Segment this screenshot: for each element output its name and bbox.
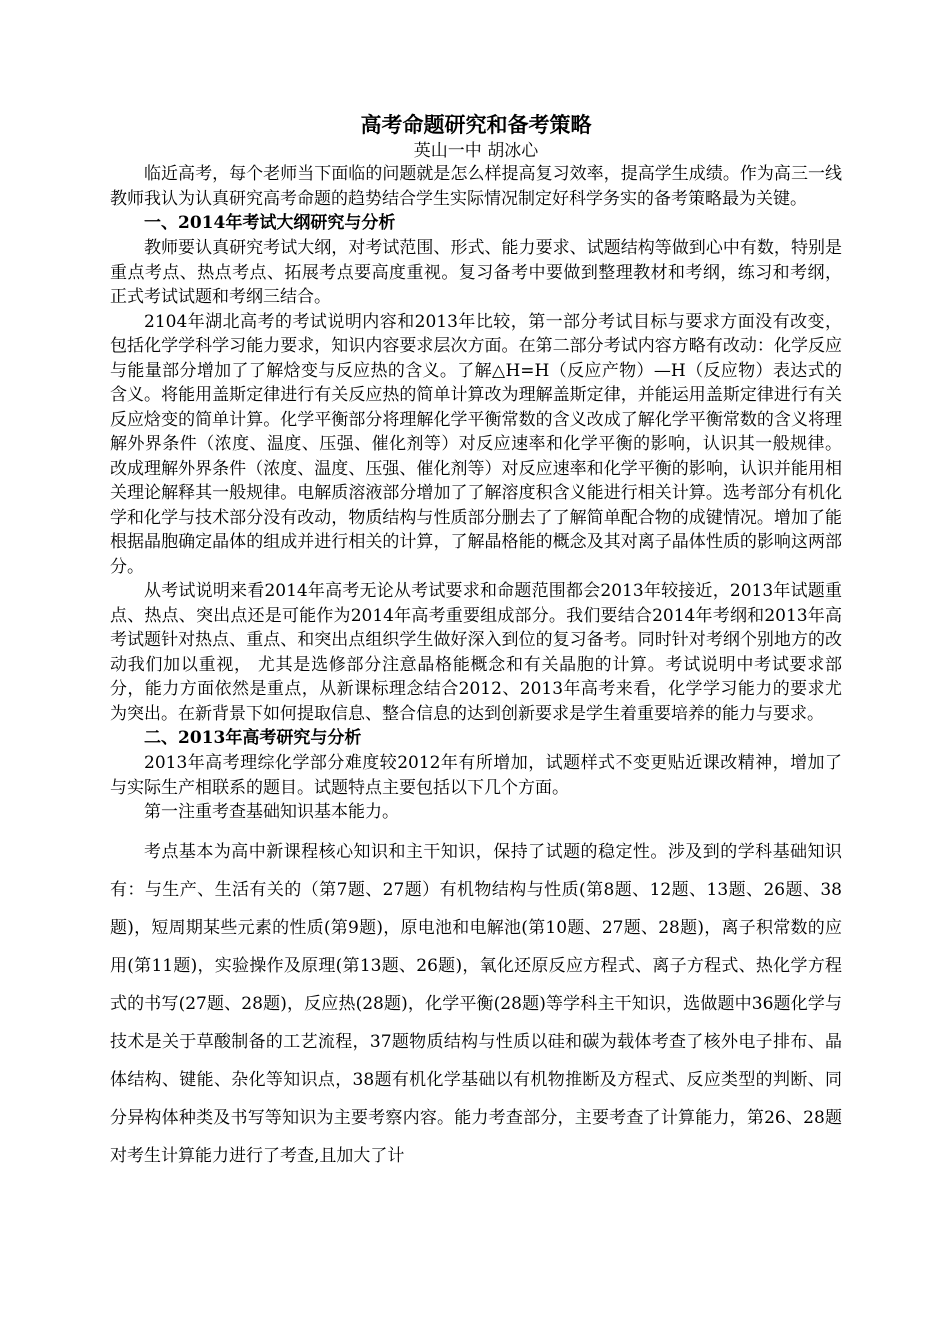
- section-2-paragraph-2: 第一注重考查基础知识基本能力。: [144, 802, 399, 822]
- section-1-paragraph-1: 教师要认真研究考试大纲，对考试范围、形式、能力要求、试题结构等做到心中有数，特别是重点考点、热点考点、拓展考点要高度重视。复习备考中要做到整理教材和考纲，练习和考纲， 正式考试试题和考纲三结合。: [110, 238, 842, 307]
- section-2-heading: 二、2013年高考研究与分析: [144, 728, 362, 748]
- document-page: [110, 110, 842, 1175]
- section-1-heading: 一、2014年考试大纲研究与分析: [144, 213, 396, 233]
- section-1-paragraph-2: 2104年湖北高考的考试说明内容和2013年比较，第一部分考试目标与要求方面没有改变，包括化学学科学习能力要求，知识内容要求层次方面。在第二部分考试内容方略有改动：化学反应与能量部分增加了了解焓变与反应热的含义。了解△H=H（反应产物）—H（反应物）表达式的含义。将能用盖斯定律进行有关反应热的简单计算改为理解盖斯定律，并能运用盖斯定律进行有关反应焓变的简单计算。化学平衡部分将理解化学平衡常数的含义改成了解化学平衡常数的含义将理解外界条件（浓度、温度、压强、催化剂等）对反应速率和化学平衡的影响，认识其一般规律。 改成理解外界条件（浓度、温度、压强、催化剂等）对反应速率和化学平衡的影响，认识并能用相关理论解释其一般规律。电解质溶液部分增加了了解溶度积含义能进行相关计算。选考部分有机化学和化学与技术部分没有改动，物质结构与性质部分删去了了解简单配合物的成键情况。增加了能根据晶胞确定晶体的组成并进行相关的计算，了解晶格能的概念及其对离子晶体性质的影响这两部分。: [110, 311, 842, 577]
- intro-paragraph: 临近高考，每个老师当下面临的问题就是怎么样提高复习效率，提高学生成绩。作为高三一线教师我认为认真研究高考命题的趋势结合学生实际情况制定好科学务实的备考策略最为关键。: [110, 164, 842, 209]
- section-1-paragraph-3: 从考试说明来看2014年高考无论从考试要求和命题范围都会2013年较接近，2013年试题重点、热点、突出点还是可能作为2014年高考重要组成部分。我们要结合2014年考纲和2013年高考试题针对热点、重点、和突出点组织学生做好深入到位的复习备考。同时针对考纲个别地方的改动我们加以重视， 尤其是选修部分注意晶格能概念和有关晶胞的计算。考试说明中考试要求部分，能力方面依然是重点，从新课标理念结合2012、2013年高考来看，化学学习能力的要求尤为突出。在新背景下如何提取信息、整合信息的达到创新要求是学生着重要培养的能力与要求。: [110, 581, 842, 724]
- section-2-wide-paragraph: 考点基本为高中新课程核心知识和主干知识，保持了试题的稳定性。涉及到的学科基础知识有：与生产、生活有关的（第7题、27题）有机物结构与性质(第8题、12题、13题、26题、38题)，短周期某些元素的性质(第9题)，原电池和电解池(第10题、27题、28题)，离子积常数的应用(第11题)，实验操作及原理(第13题、26题)，氧化还原反应方程式、离子方程式、热化学方程式的书写(27题、28题)，反应热(28题)，化学平衡(28题)等学科主干知识，选做题中36题化学与技术是关于草酸制备的工艺流程，37题物质结构与性质以硅和碳为载体考查了核外电子排布、晶体结构、键能、杂化等知识点，38题有机化学基础以有机物推断及方程式、反应类型的判断、同分异构体种类及书写等知识为主要考察内容。能力考查部分，主要考查了计算能力，第26、28题对考生计算能力进行了考查,且加大了计: [110, 841, 842, 1166]
- section-2-paragraph-1: 2013年高考理综化学部分难度较2012年有所增加，试题样式不变更贴近课改精神，增加了与实际生产相联系的题目。试题特点主要包括以下几个方面。: [110, 753, 842, 798]
- document-title: 高考命题研究和备考策略: [360, 112, 592, 137]
- author-line: 英山一中 胡冰心: [413, 141, 539, 161]
